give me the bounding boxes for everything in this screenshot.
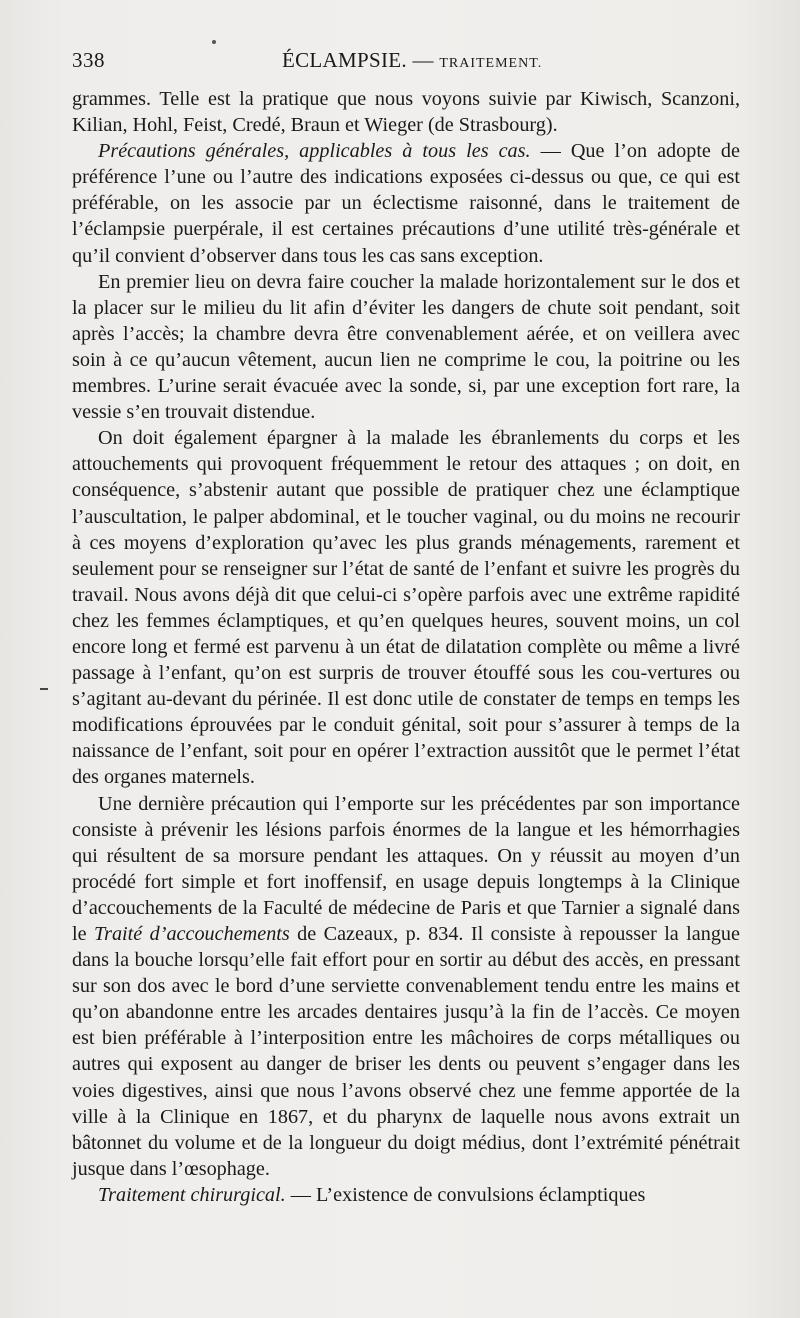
body-text <box>72 86 740 1208</box>
paragraph-text: En premier lieu on devra faire coucher la malade horizontalement sur le dos et la placer sur le milieu du lit afin d’éviter les dangers de chute soit pendant, soit après l’accès; la chambre devra être convenablement aérée, et on veillera avec soin à ce qu’aucun vêtement, aucun lien ne comprime le cou, la poitrine ou les membres. L’urine serait évacuée avec la sonde, si, par une exception fort rare, la vessie s’en trouvait distendue. <box>72 270 740 424</box>
running-header <box>72 48 740 78</box>
paragraph-text: grammes. Telle est la pratique que nous voyons suivie par Kiwisch, Scanzoni, Kilian, Hohl, Feist, Credé, Braun et Wieger (de Strasbourg). <box>72 88 740 137</box>
running-title-sub: TRAITEMENT. <box>439 56 543 71</box>
paragraph <box>72 425 740 790</box>
paragraph-text: On doit également épargner à la malade les ébranlements du corps et les attouchements qui provoquent fréquemment le retour des attaques ; on doit, en conséquence, s’abstenir autant que possible de pratiquer chez une éclamptique l’auscultation, le palper abdominal, et le toucher vaginal, ou du moins ne recourir à ces moyens d’exploration qu’avec les plus grands ménagements, rarement et seulement pour se renseigner sur l’état de santé de l’enfant et suivre les progrès du travail. Nous avons déjà dit que celui-ci s’opère parfois avec une extrême rapidité chez les femmes éclamptiques, et qu’en quelques heures, souvent moins, un col encore long et fermé est parvenu à un état de dilatation complète ou même a livré passage à l’enfant, qu’on est surpris de trouver étouffé sous les cou-vertures ou s’agitant au-devant du périnée. Il est donc utile de constater de temps en temps les modifications éprouvées par le conduit génital, soit pour s’assurer à temps de la naissance de l’enfant, soit pour en opérer l’extraction aussitôt que le permet l’état des organes maternels. <box>72 427 740 789</box>
paragraph <box>72 86 740 138</box>
ink-speck <box>212 40 216 44</box>
section-heading-precautions: Précautions générales, applicables à tous les cas. <box>98 140 531 163</box>
paragraph <box>72 791 740 1182</box>
paragraph-text: Une dernière précaution qui l’emporte sur les précédentes par son importance consiste à prévenir les lésions parfois énormes de la langue et les hémorrhagies qui résultent de sa morsure pendant les attaques. On y réussit au moyen d’un procédé fort simple et fort inoffensif, en usage depuis longtemps à la Clinique d’accouchements de la Faculté de médecine de Paris et que Tarnier a signalé dans le <box>72 792 740 945</box>
running-title <box>282 48 542 73</box>
section-heading-surgical: Traitement chirurgical. <box>98 1183 286 1206</box>
page-number: 338 <box>72 48 105 72</box>
margin-mark <box>40 688 48 690</box>
book-title-reference: Traité d’accouchements <box>93 923 290 945</box>
paragraph-text: de Cazeaux, p. 834. Il consiste à repousser la langue dans la bouche lorsqu’elle fait effort pour en sortir au début des accès, en pressant sur son dos avec le bord d’une serviette convenablement tendu entre les mains et qu’on abandonne entre les arcades dentaires jusqu’à la fin de l’accès. Ce moyen est bien préférable à l’interposition entre les mâchoires de corps métalliques ou autres qui exposent au danger de briser les dents ou peuvent s’engager dans les voies digestives, ainsi que nous l’avons observé chez une femme apportée de la ville à la Clinique en 1867, et du pharynx de laquelle nous avons extrait un bâtonnet du volume et de la longueur du doigt médius, dont l’extrémité pénétrait jusque dans l’œsophage. <box>72 923 740 1180</box>
paragraph-text: — L’existence de convulsions éclamptiques <box>285 1183 646 1206</box>
paragraph <box>72 138 740 268</box>
paragraph <box>72 1182 740 1208</box>
paragraph-text: — Que l’on adopte de préférence l’une ou l’autre des indications exposées ci-dessus ou que, ce qui est préférable, on les associe par un éclectisme raisonné, dans le traitement de l’éclampsie puerpérale, il est certaines précautions d’une utilité très-générale et qu’il convient d’observer dans tous les cas sans exception. <box>72 140 740 267</box>
running-title-main: ÉCLAMPSIE. — <box>282 48 434 72</box>
paragraph <box>72 269 740 426</box>
